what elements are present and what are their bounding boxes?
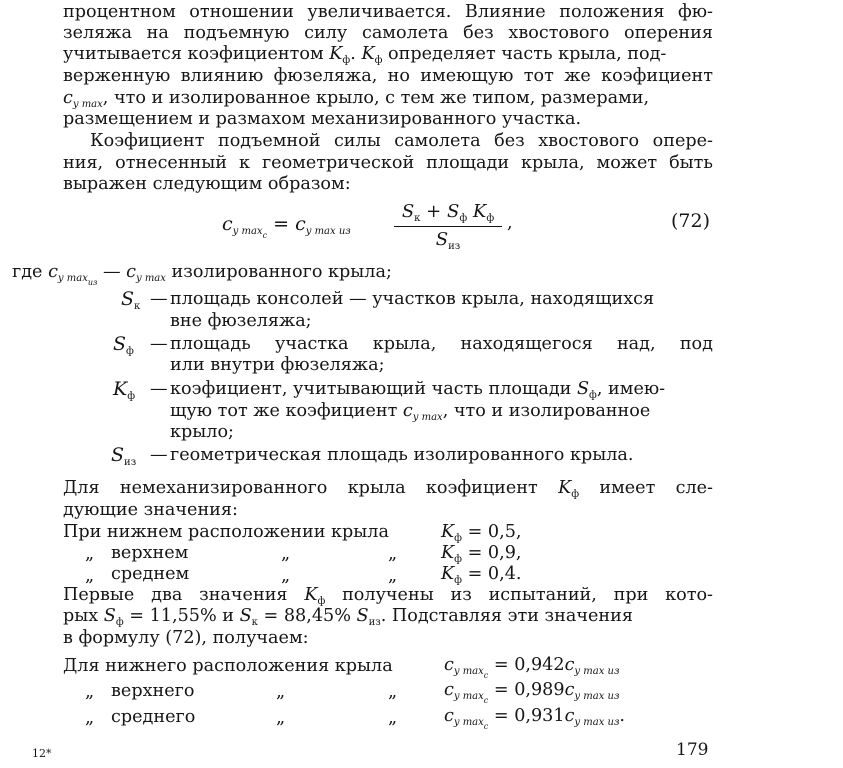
fraction-bar	[394, 226, 502, 227]
def-text: щую тот же коэфициент $c_{y max}$, что и изолированное	[170, 401, 651, 423]
formula-numerator: $S_к + S_ф$ $K_ф$	[401, 201, 495, 224]
def-symbol: $S_к$	[121, 288, 141, 312]
result-value: $c_{y max_c} = 0,942c_{y max из}$	[444, 655, 620, 680]
text-line: $c_{y max}$, что и изолированное крыло, с тем же типом, размерами,	[63, 88, 650, 110]
formula-lhs: $c_{y max_c} = c_{y max из}$	[222, 213, 351, 240]
def-text: вне фюзеляжа;	[170, 311, 312, 331]
kvalue-label: При нижнем расположении крыла	[63, 522, 389, 542]
text-line: ния, отнесенный к геометрической площади крыла, может быть	[63, 153, 713, 173]
def-dash: —	[150, 289, 168, 309]
result-label: среднего	[111, 707, 196, 727]
kvalue: $K_ф = 0,4$.	[441, 564, 522, 586]
ditto-mark: „	[281, 544, 291, 564]
text-line: Коэфициент подъемной силы самолета без хвостового опере-	[90, 131, 713, 151]
kvalue: $K_ф = 0,9$,	[441, 543, 522, 565]
text-line: верженную влиянию фюзеляжа, но имеющую тот же коэфициент	[63, 66, 713, 86]
text-line: выражен следующим образом:	[63, 174, 351, 194]
ditto-mark: „	[388, 544, 398, 564]
def-text: геометрическая площадь изолированного крыла.	[170, 445, 634, 465]
where-line: где $c_{y max_{из}}$ — $c_{y max}$ изолированного крыла;	[12, 262, 392, 287]
formula-comma: ,	[507, 213, 513, 233]
def-text: площадь консолей — участков крыла, находящихся	[170, 289, 655, 309]
result-label: верхнего	[111, 681, 195, 701]
text-line: зеляжа на подъемную силу самолета без хвостового оперения	[63, 23, 713, 43]
text-line: Первые два значения $K_ф$ получены из испытаний, при кото-	[63, 585, 713, 607]
page-number: 179	[676, 740, 709, 760]
ditto-mark: „	[276, 708, 286, 728]
ditto-mark: „	[85, 544, 95, 564]
def-text: или внутри фюзеляжа;	[170, 355, 385, 375]
ditto-mark: „	[281, 566, 291, 586]
def-symbol: $K_ф$	[113, 378, 136, 402]
ditto-mark: „	[85, 682, 95, 702]
def-symbol: $S_ф$	[113, 333, 134, 357]
ditto-mark: „	[388, 708, 398, 728]
kvalue-label: среднем	[111, 564, 190, 584]
ditto-mark: „	[388, 566, 398, 586]
ditto-mark: „	[388, 682, 398, 702]
def-symbol: $S_{из}$	[111, 444, 137, 468]
def-dash: —	[150, 445, 168, 465]
result-label: Для нижнего расположения крыла	[63, 656, 393, 676]
kvalue: $K_ф = 0,5$,	[441, 522, 522, 544]
text-line: размещением и размахом механизированного участка.	[63, 109, 582, 129]
result-value: $c_{y max_c} = 0,931c_{y max из}$.	[444, 706, 626, 731]
text-line: учитывается коэфициентом $K_ф$. $K_ф$ определяет часть крыла, под-	[63, 44, 667, 66]
def-dash: —	[150, 379, 168, 399]
ditto-mark: „	[85, 566, 95, 586]
text-line: Для немеханизированного крыла коэфициент $K_ф$ имеет сле-	[63, 478, 713, 500]
def-dash: —	[150, 334, 168, 354]
equation-number: (72)	[671, 210, 711, 232]
signature-mark: 12*	[32, 747, 52, 760]
text-line: рых $S_ф = 11,55\%$ и $S_к = 88,45\%$ $S_{из}$. Подставляя эти значения	[63, 606, 633, 628]
text-line: в формулу (72), получаем:	[63, 628, 309, 648]
ditto-mark: „	[85, 708, 95, 728]
result-value: $c_{y max_c} = 0,989c_{y max из}$	[444, 680, 620, 705]
text-line: процентном отношении увеличивается. Влияние положения фю-	[63, 2, 713, 22]
def-text: коэфициент, учитывающий часть площади $S_ф$, имею-	[170, 379, 666, 401]
kvalue-label: верхнем	[111, 543, 189, 563]
text-line: дующие значения:	[63, 500, 238, 520]
def-text: крыло;	[170, 422, 234, 442]
def-text: площадь участка крыла, находящегося над, под	[170, 334, 713, 354]
formula-denominator: $S_{из}$	[435, 229, 461, 252]
ditto-mark: „	[276, 682, 286, 702]
